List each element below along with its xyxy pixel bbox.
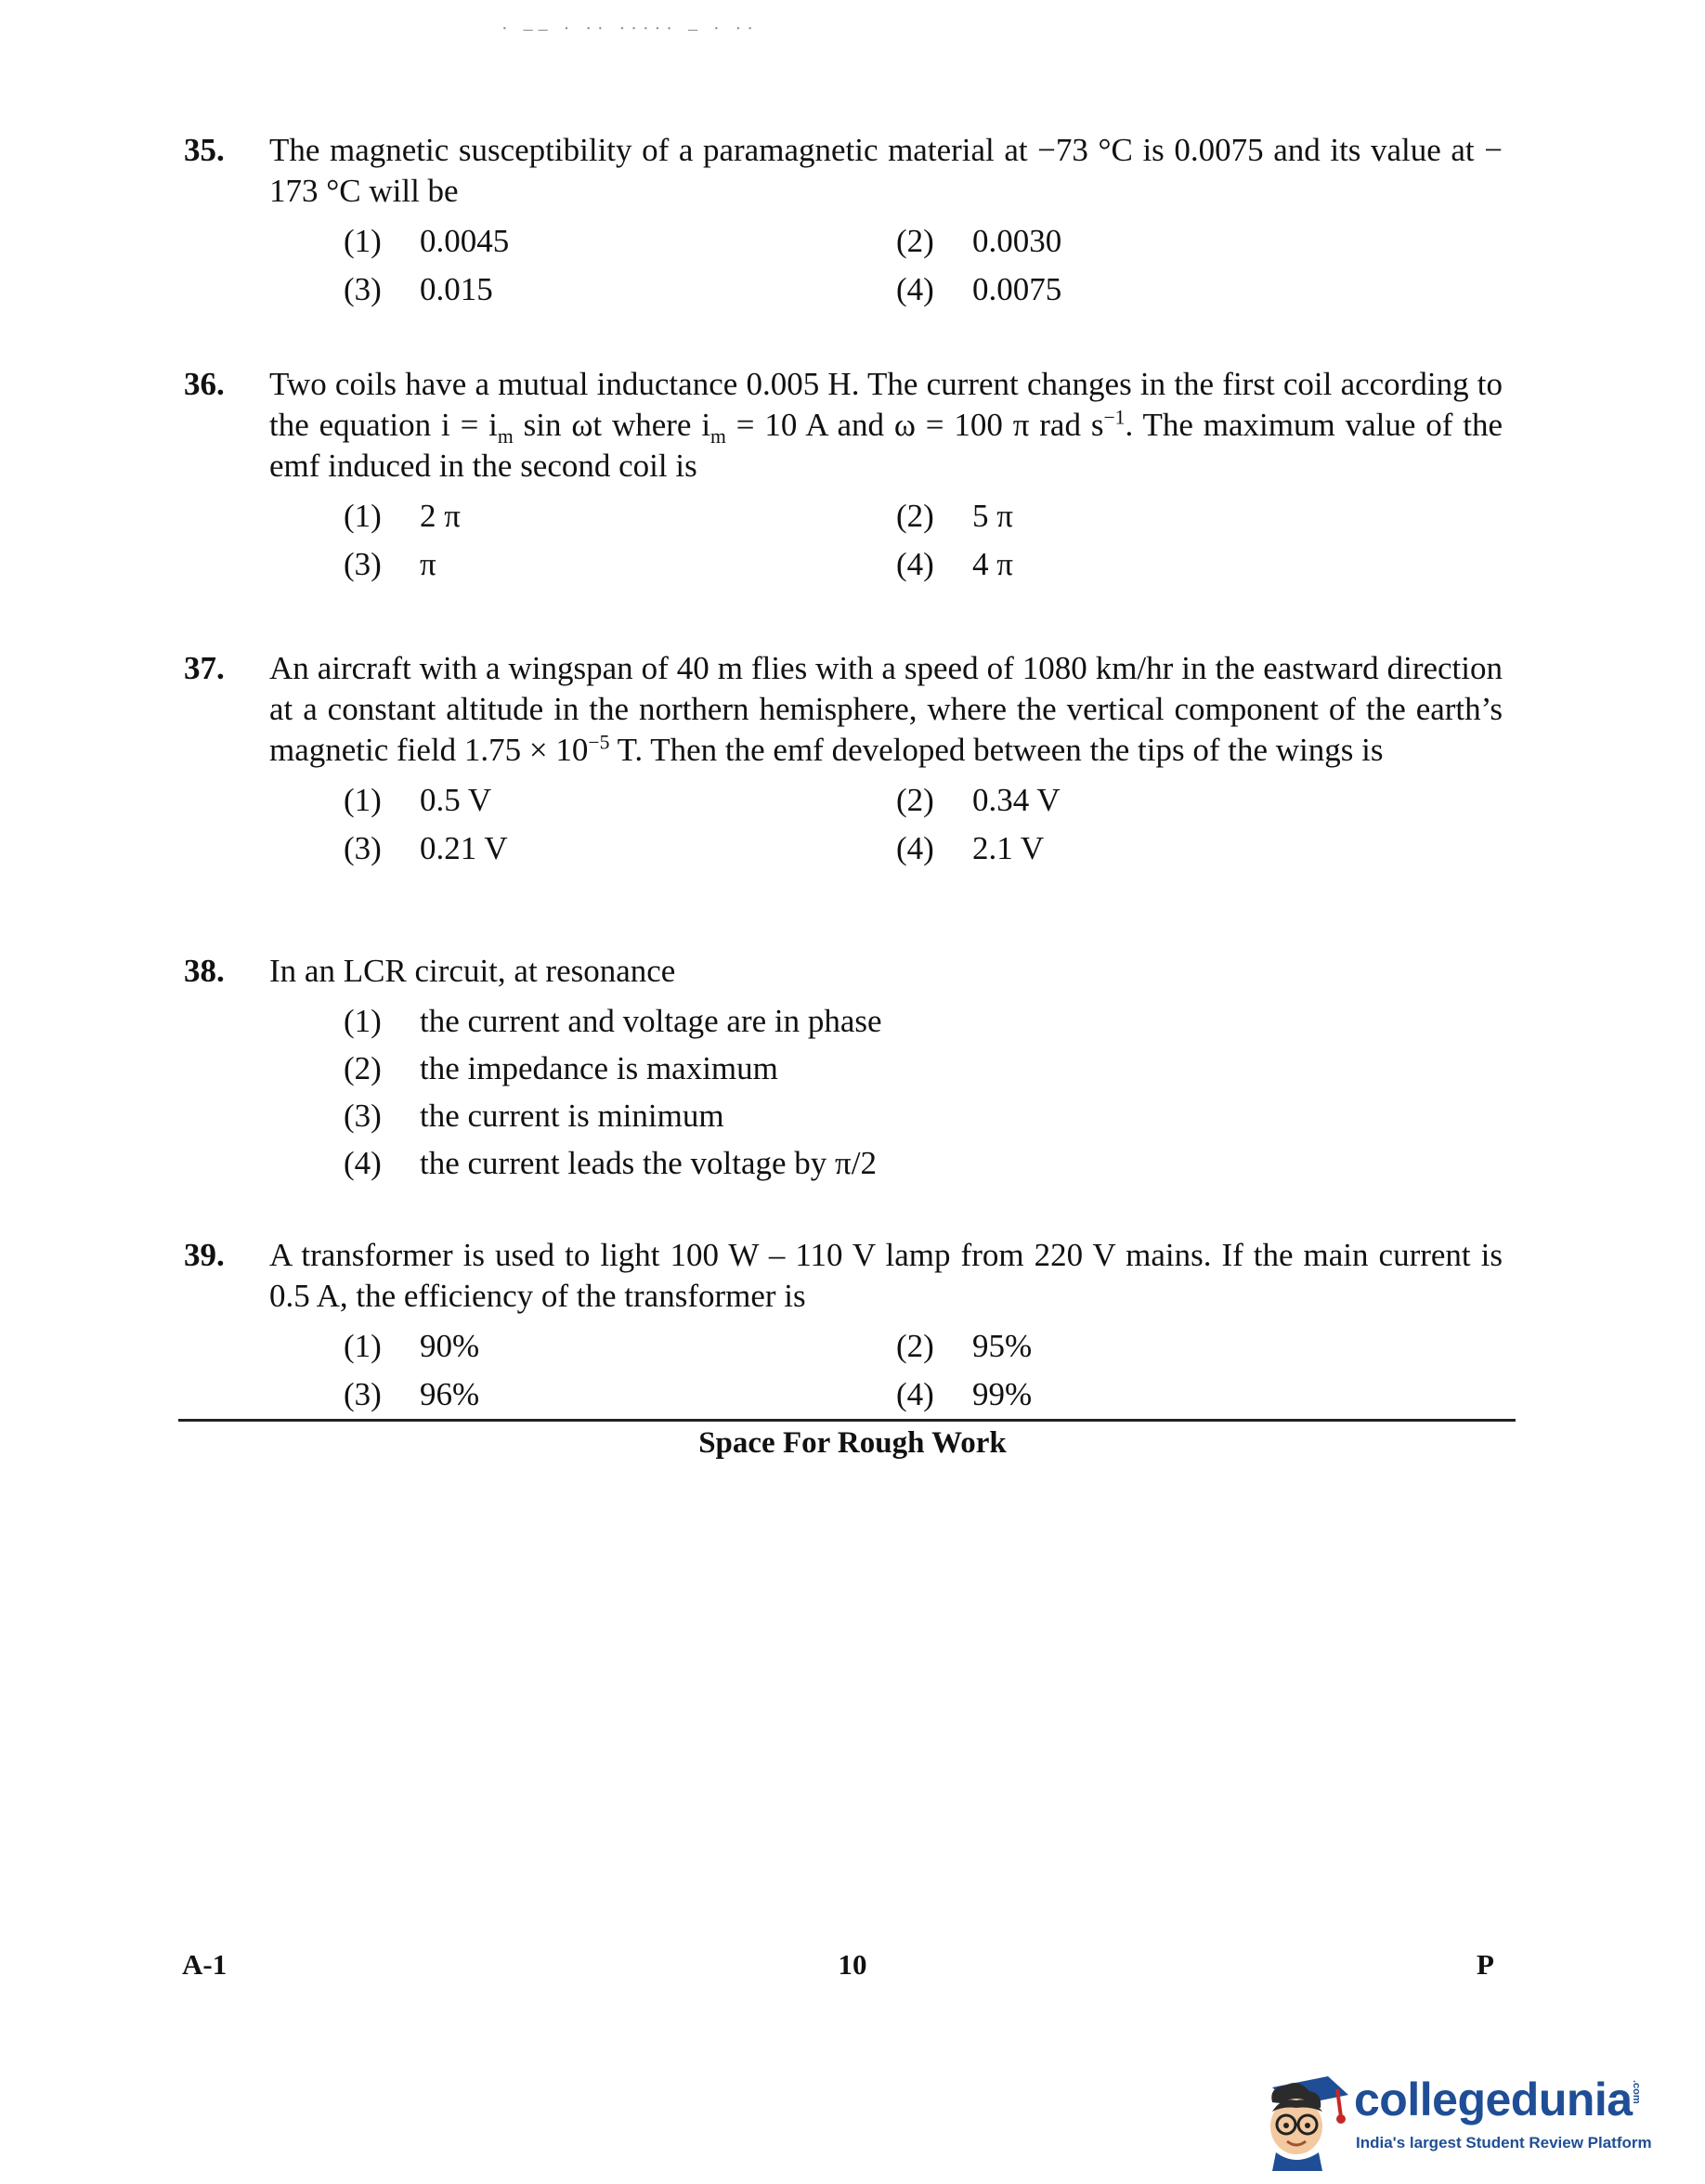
question-37: [184, 648, 1503, 873]
page-number: 10: [838, 1948, 867, 1981]
question-number: 35.: [184, 132, 225, 168]
option-3[interactable]: (3) the current is minimum: [344, 1097, 724, 1134]
option-4[interactable]: (4) 4 π: [896, 546, 1013, 582]
option-4[interactable]: (4) 0.0075: [896, 271, 1062, 307]
collegedunia-brand[interactable]: [1244, 2060, 1653, 2171]
option-4[interactable]: (4) the current leads the voltage by π/2: [344, 1144, 877, 1181]
options: [344, 492, 1503, 589]
rough-work-heading: Space For Rough Work: [698, 1426, 1007, 1460]
option-1[interactable]: (1) 0.5 V: [344, 782, 492, 818]
question-35: [184, 130, 1503, 314]
option-3[interactable]: (3) 0.21 V: [344, 830, 508, 866]
options: [344, 217, 1503, 314]
question-stem: An aircraft with a wingspan of 40 m flies with a speed of 1080 km/hr in the eastward direction at a constant altitude in the northern hemisphere, where the vertical component of the earth’s magnetic field $1.75 \times 10^{-5}$ T. Then the emf developed between the tips of the wings is: [269, 650, 1503, 768]
option-2[interactable]: (2) 0.0030: [896, 223, 1062, 259]
section-divider: [178, 1419, 1516, 1422]
question-stem: Two coils have a mutual inductance 0.005 H. The current changes in the first coil according to the equation $i = i_m$ sin ωt where $i_m = 10$ A and ω = 100 π rad $s^{-1}$. The maximum value of the emf induced in the second coil is: [269, 366, 1503, 484]
question-number: 37.: [184, 650, 225, 686]
question-36: [184, 364, 1503, 589]
question-38: [184, 951, 1503, 1187]
footer-code: A-1: [182, 1948, 228, 1981]
option-4[interactable]: (4) 2.1 V: [896, 830, 1045, 866]
question-number: 38.: [184, 953, 225, 989]
footer-series: P: [1477, 1948, 1494, 1981]
question-number: 39.: [184, 1237, 225, 1273]
option-3[interactable]: (3) π: [344, 546, 436, 582]
option-1[interactable]: (1) 90%: [344, 1328, 480, 1364]
options: [344, 997, 1503, 1187]
option-2[interactable]: (2) 95%: [896, 1328, 1033, 1364]
options: [344, 776, 1503, 873]
brand-tagline: India's largest Student Review Platform: [1356, 2134, 1652, 2152]
options: [344, 1322, 1503, 1419]
question-39: [184, 1235, 1503, 1419]
option-1[interactable]: (1) 2 π: [344, 498, 461, 534]
scan-marks: · ‒‒ · ·· ····· ‒ · ··: [501, 19, 759, 39]
brand-suffix: .com: [1631, 2080, 1642, 2104]
option-4[interactable]: (4) 99%: [896, 1376, 1033, 1412]
option-1[interactable]: (1) the current and voltage are in phase: [344, 1002, 882, 1039]
option-2[interactable]: (2) the impedance is maximum: [344, 1049, 778, 1086]
question-stem: In an LCR circuit, at resonance: [269, 953, 676, 989]
question-stem: The magnetic susceptibility of a paramagnetic material at −73 °C is 0.0075 and its value at − 173 °C will be: [269, 132, 1503, 209]
option-2[interactable]: (2) 0.34 V: [896, 782, 1061, 818]
option-3[interactable]: (3) 96%: [344, 1376, 480, 1412]
brand-name: collegedunia: [1354, 2074, 1633, 2126]
question-number: 36.: [184, 366, 225, 402]
option-2[interactable]: (2) 5 π: [896, 498, 1013, 534]
question-stem: A transformer is used to light 100 W – 110 V lamp from 220 V mains. If the main current is 0.5 A, the efficiency of the transformer is: [269, 1237, 1503, 1314]
option-3[interactable]: (3) 0.015: [344, 271, 493, 307]
option-1[interactable]: (1) 0.0045: [344, 223, 510, 259]
graduate-mascot-icon: [1244, 2060, 1356, 2171]
